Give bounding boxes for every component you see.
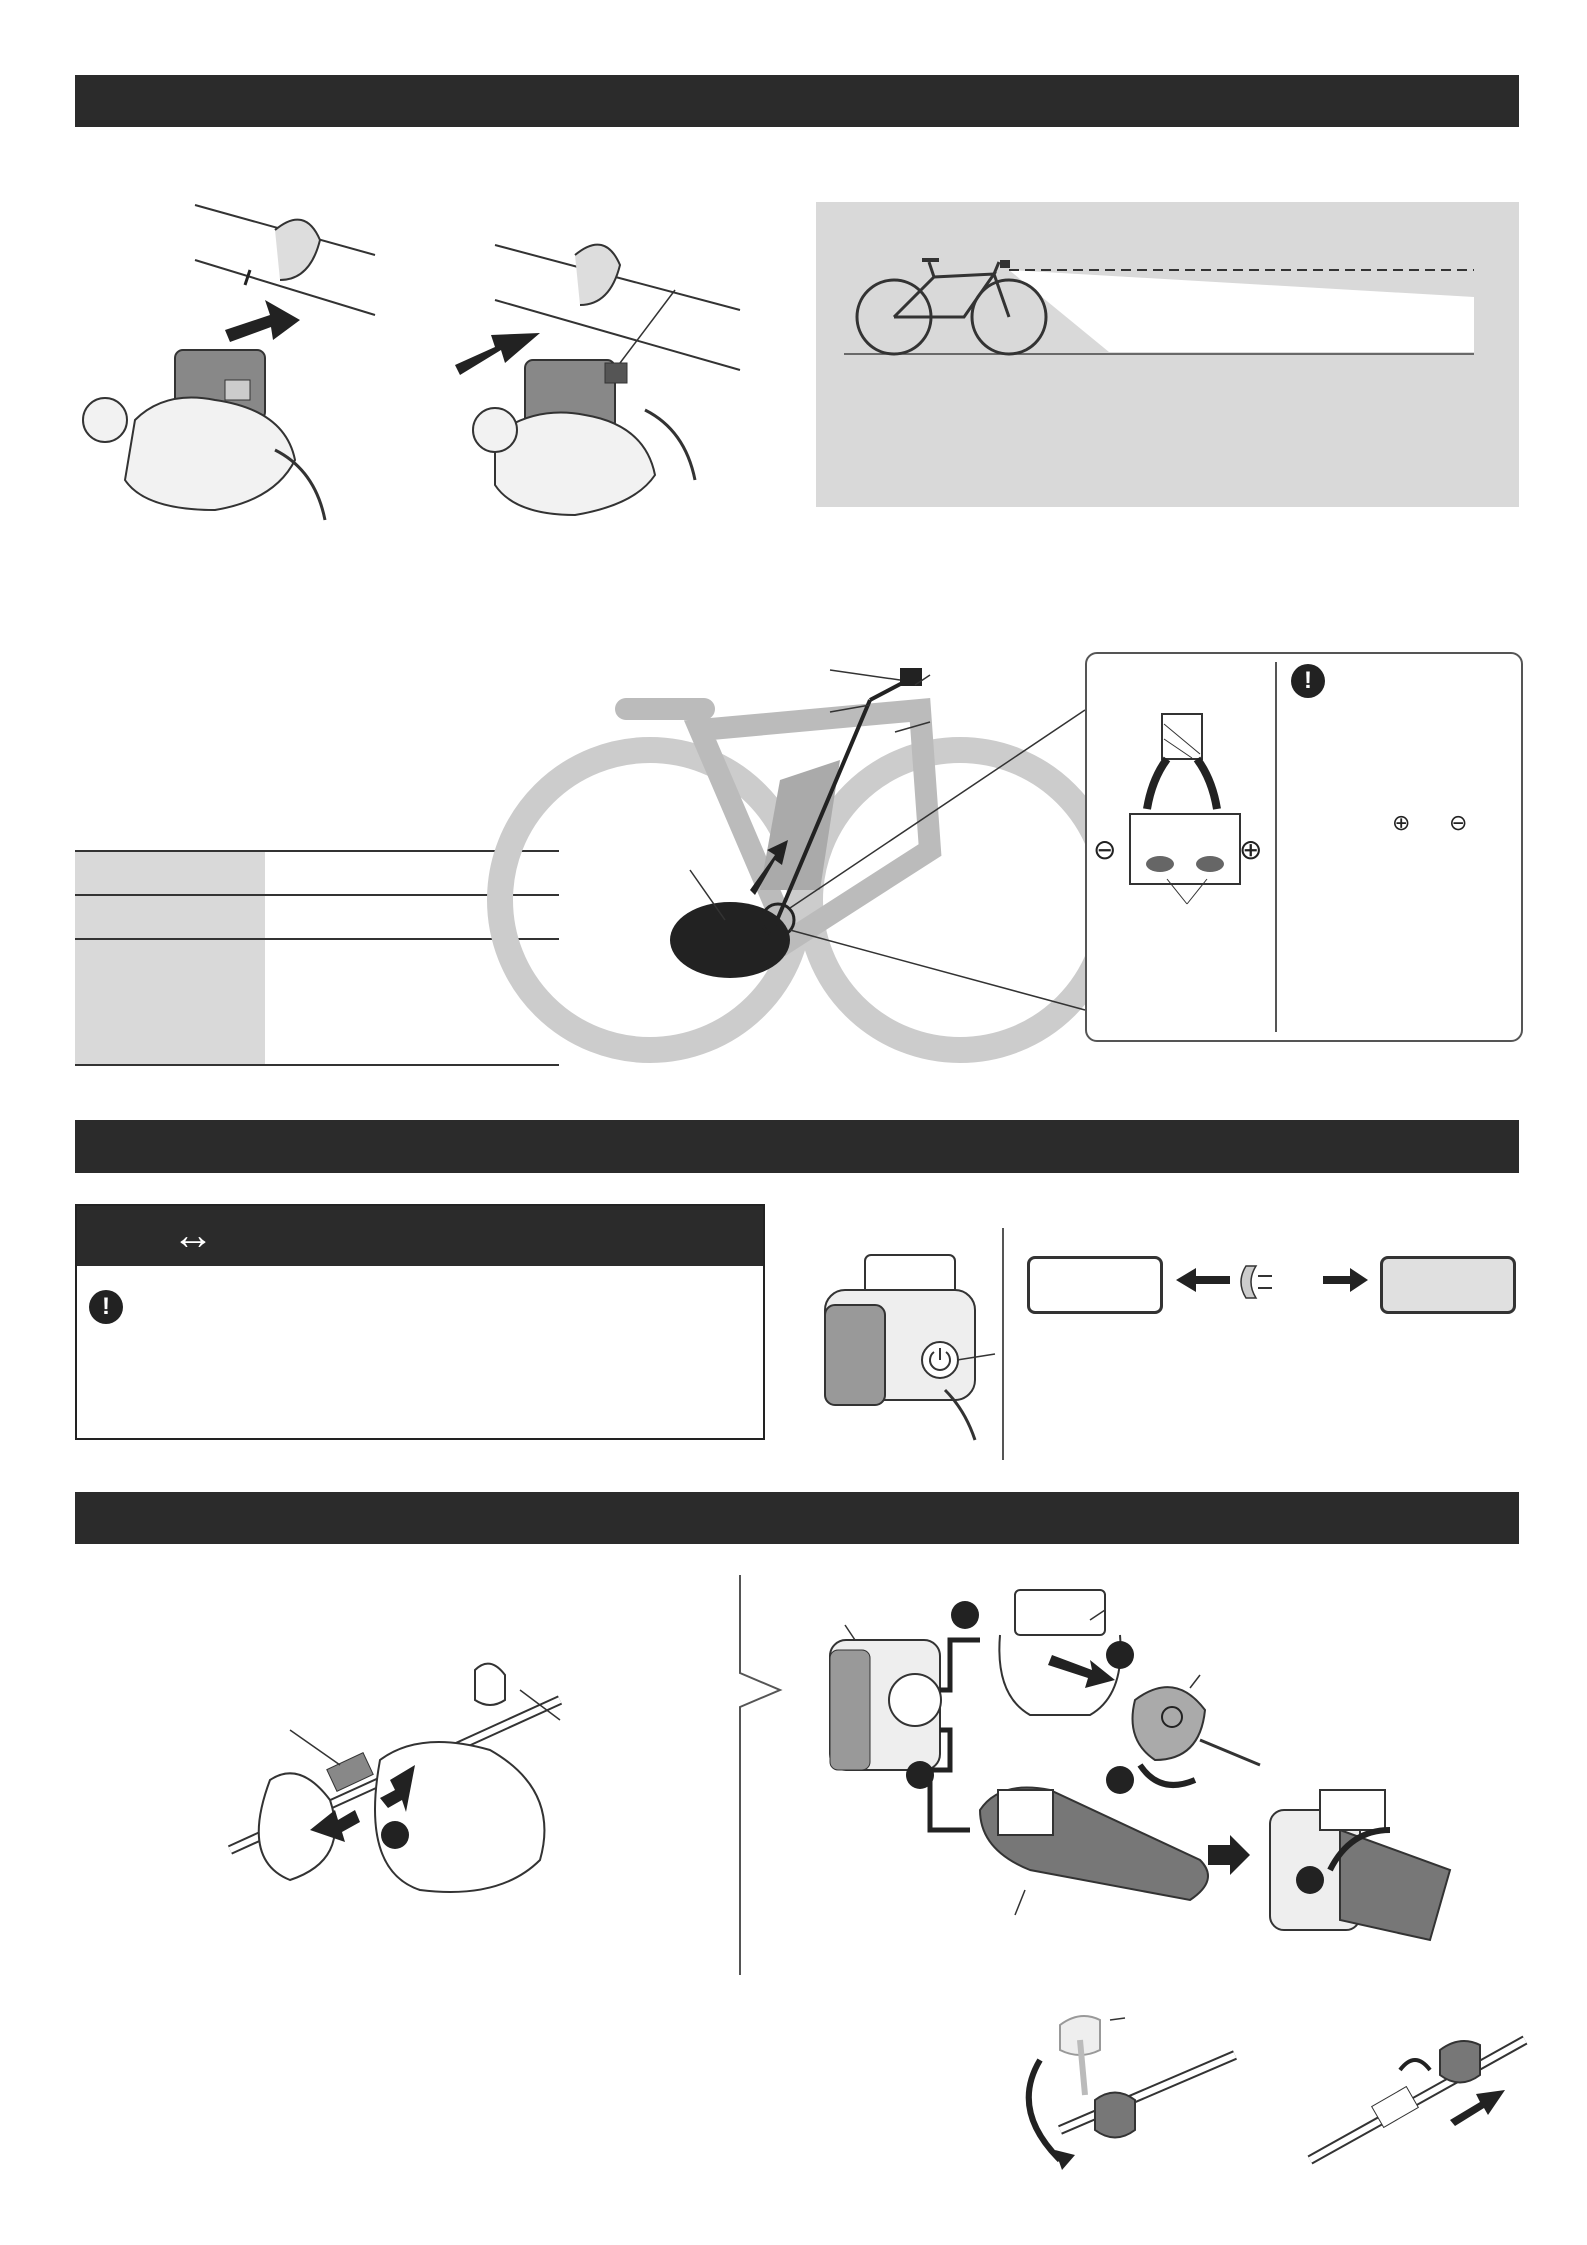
table-rule <box>75 850 559 852</box>
table-label-cell-1 <box>75 852 265 894</box>
illustration-cap-attach <box>1300 2020 1530 2170</box>
section-header-1 <box>75 75 1519 127</box>
alert-icon: ! <box>1291 664 1325 698</box>
illustration-remove-lamp <box>455 235 755 515</box>
ebike-wiring-illustration <box>590 650 1060 1000</box>
warning-header <box>77 1206 763 1266</box>
illustration-attach-lamp <box>75 190 395 510</box>
minus-symbol-icon: ⊖ <box>1449 810 1468 835</box>
section-divider <box>1002 1228 1004 1460</box>
table-label-cell-2 <box>75 896 265 938</box>
warning-box <box>75 1204 765 1440</box>
illustration-connect-cable <box>220 1650 580 1920</box>
illustration-cap-rotate <box>1000 2000 1240 2170</box>
plus-terminal-icon: ⊕ <box>1239 834 1263 865</box>
section-header-3 <box>75 1492 1519 1544</box>
polarity-note-box <box>1085 652 1523 1042</box>
section-header-2 <box>75 1120 1519 1173</box>
minus-terminal-icon: ⊖ <box>1093 834 1117 865</box>
table-rule <box>75 894 559 896</box>
connector-terminal-illustration <box>1092 714 1272 914</box>
mode-box-right <box>1380 1256 1516 1314</box>
double-arrow-icon: ↔ <box>172 1211 214 1258</box>
bicycle-beam-illustration <box>844 252 1494 372</box>
table-rule <box>75 1064 559 1066</box>
lamp-power-button-illustration <box>815 1250 995 1440</box>
illustration-assembly <box>820 1580 1470 1960</box>
alert-icon: ! <box>89 1290 123 1324</box>
beam-diagram-panel <box>816 202 1519 507</box>
note-divider <box>1275 662 1277 1032</box>
table-rule <box>75 938 559 940</box>
section-bracket-divider <box>735 1575 785 1975</box>
table-label-cell-3 <box>75 940 265 1064</box>
mode-box-left <box>1027 1256 1163 1314</box>
plus-symbol-icon: ⊕ <box>1392 810 1411 835</box>
mode-switch-diagram <box>1168 1258 1368 1308</box>
